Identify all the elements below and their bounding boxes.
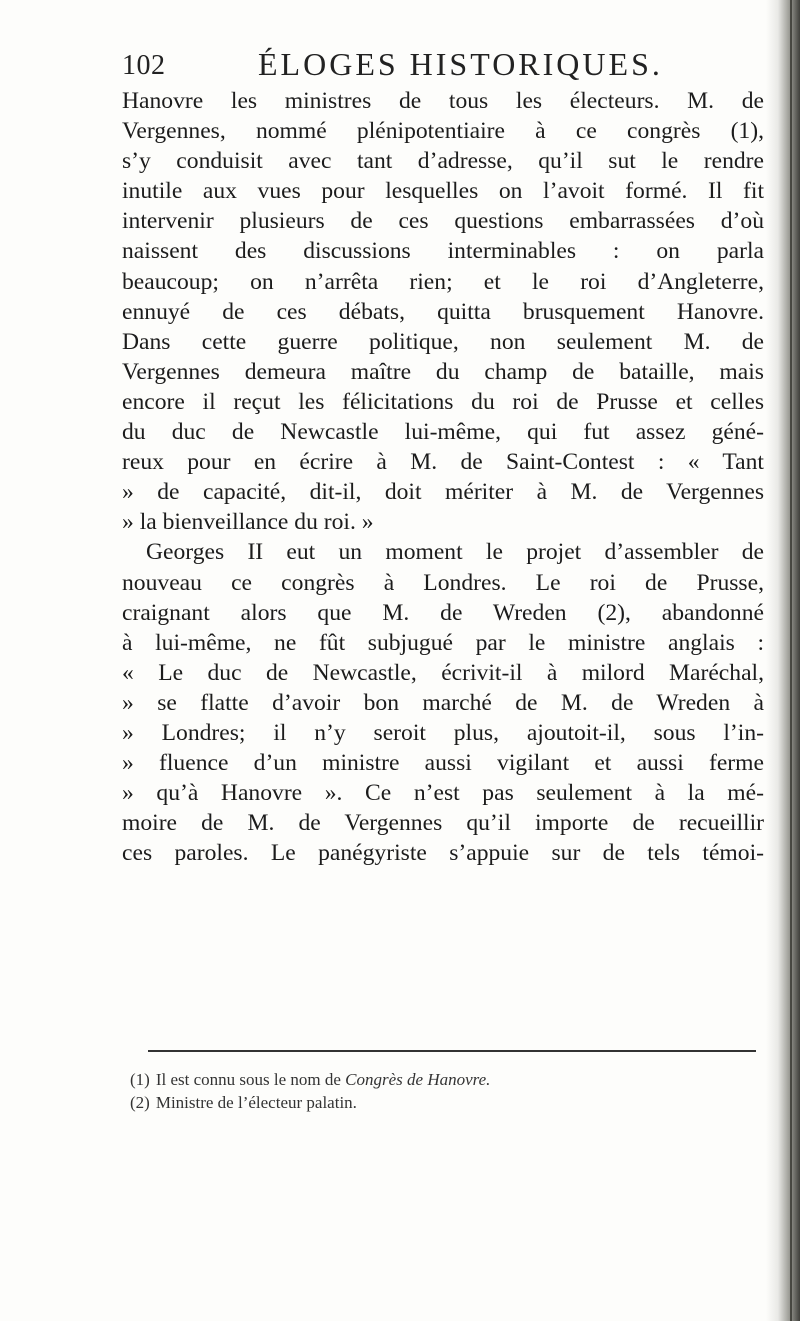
footnote-separator [148,1050,756,1052]
footnote-2 [130,1091,750,1114]
footnotes [130,1068,750,1114]
footnote-mark: (1) [130,1070,150,1089]
footnote-mark: (2) [130,1093,150,1112]
page-header [122,46,762,88]
text-line: Hanovre les ministres de tous les électeurs. M. de [122,88,764,114]
footnote-emphasis: Congrès de Hanovre. [345,1070,491,1089]
text-line: intervenir plusieurs de ces questions embarrassées d’où [122,208,764,235]
text-line: encore il reçut les félicitations du roi de Prusse et celles [122,388,764,415]
text-line: « Le duc de Newcastle, écrivit-il à milord Maréchal, [122,659,764,686]
text-line: craignant alors que M. de Wreden (2), abandonné [122,599,764,626]
text-line: Vergennes, nommé plénipotentiaire à ce congrès (1), [122,118,764,145]
text-line: Dans cette guerre politique, non seulement M. de [122,328,764,355]
text-line: » de capacité, dit-il, doit mériter à M. de Vergennes [122,479,764,506]
text-line: nouveau ce congrès à Londres. Le roi de Prusse, [122,569,764,596]
page-number: 102 [122,50,166,81]
text-line: Vergennes demeura maître du champ de bataille, mais [122,358,764,385]
text-line: inutile aux vues pour lesquelles on l’avoit formé. Il fit [122,178,764,205]
footnote-text: Il est connu sous le nom de [155,1070,341,1089]
running-head: ÉLOGES HISTORIQUES. [258,46,663,82]
text-line: » fluence d’un ministre aussi vigilant et aussi ferme [122,750,764,777]
text-line: » la bienveillance du roi. » [122,509,374,536]
body-text [122,86,764,868]
text-line: s’y conduisit avec tant d’adresse, qu’il sut le rendre [122,148,764,175]
text-line: ces paroles. Le panégyriste s’appuie sur de tels témoi- [122,840,764,867]
page-edge-shadow [766,0,800,1321]
page-edge-line [790,0,792,1321]
text-line: beaucoup; on n’arrêta rien; et le roi d’Angleterre, [122,268,764,295]
text-line: » se flatte d’avoir bon marché de M. de Wreden à [122,689,764,716]
text-line: reux pour en écrire à M. de Saint-Contest : « Tant [122,449,764,476]
text-line: à lui-même, ne fût subjugué par le ministre anglais : [122,629,764,656]
text-line: Georges II eut un moment le projet d’assembler de [146,539,764,566]
text-line: naissent des discussions interminables : on parla [122,238,764,265]
text-line: moire de M. de Vergennes qu’il importe de recueillir [122,810,764,837]
footnote-text: Ministre de l’électeur palatin. [155,1093,357,1112]
footnote-1 [130,1068,750,1091]
text-line: » Londres; il n’y seroit plus, ajoutoit-il, sous l’in- [122,719,764,746]
text-line: du duc de Newcastle lui-même, qui fut assez géné- [122,419,764,446]
text-line: » qu’à Hanovre ». Ce n’est pas seulement à la mé- [122,780,764,807]
text-line: ennuyé de ces débats, quitta brusquement Hanovre. [122,298,764,325]
